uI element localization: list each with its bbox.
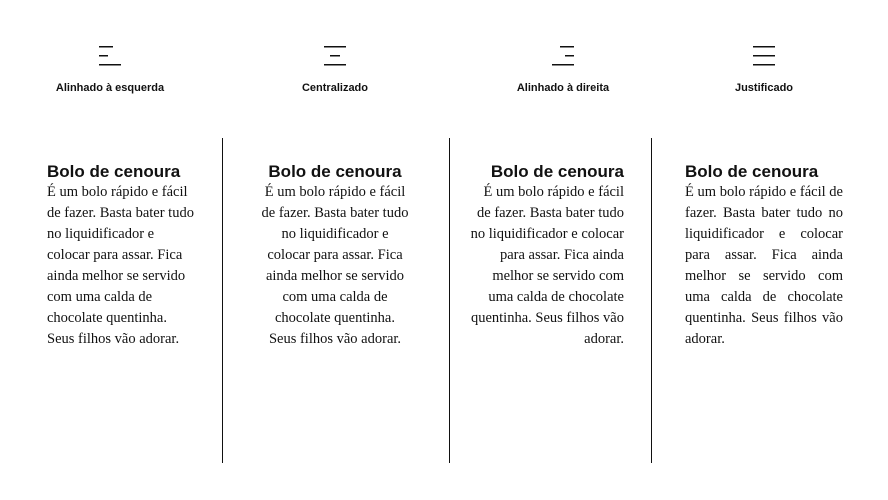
alignment-left-option [40, 44, 180, 94]
sample-title: Bolo de cenoura [47, 162, 181, 181]
sample-center [260, 162, 410, 350]
sample-justified [685, 162, 843, 350]
alignment-label: Alinhado à esquerda [55, 82, 165, 94]
column-divider [449, 138, 450, 463]
sample-title: Bolo de cenoura [268, 162, 402, 181]
alignment-right-option [493, 44, 633, 94]
alignment-label: Alinhado à direita [516, 82, 610, 94]
alignment-label: Centralizado [301, 82, 368, 94]
sample-body: É um bolo rápido e fácil de fazer. Basta bater tudo no liquidificador e colocar para assar. Fica ainda melhor se servido com uma calda de chocolate quentinha. Seus filhos vão adorar. [470, 184, 624, 347]
align-justify-icon [752, 44, 776, 68]
sample-body: É um bolo rápido e fácil de fazer. Basta bater tudo no liquidificador e colocar para assar. Fica ainda melhor se servido com uma calda de chocolate quentinha. Seus filhos vão adorar. [685, 184, 843, 347]
align-right-icon [551, 44, 575, 68]
sample-left [47, 162, 197, 350]
sample-title: Bolo de cenoura [490, 162, 624, 181]
column-divider [651, 138, 652, 463]
alignment-justify-option [694, 44, 834, 94]
align-center-icon [323, 44, 347, 68]
column-divider [222, 138, 223, 463]
sample-body: É um bolo rápido e fácil de fazer. Basta bater tudo no liquidificador e colocar para assar. Fica ainda melhor se servido com uma calda de chocolate quentinha. Seus filhos vão adorar. [47, 184, 194, 347]
align-left-icon [98, 44, 122, 68]
alignment-label: Justificado [734, 82, 794, 94]
alignment-center-option [265, 44, 405, 94]
sample-title: Bolo de cenoura [685, 162, 819, 181]
sample-body: É um bolo rápido e fácil de fazer. Basta bater tudo no liquidificador e colocar para assar. Fica ainda melhor se servido com uma calda de chocolate quentinha. Seus filhos vão adorar. [261, 184, 409, 347]
sample-right [470, 162, 624, 350]
